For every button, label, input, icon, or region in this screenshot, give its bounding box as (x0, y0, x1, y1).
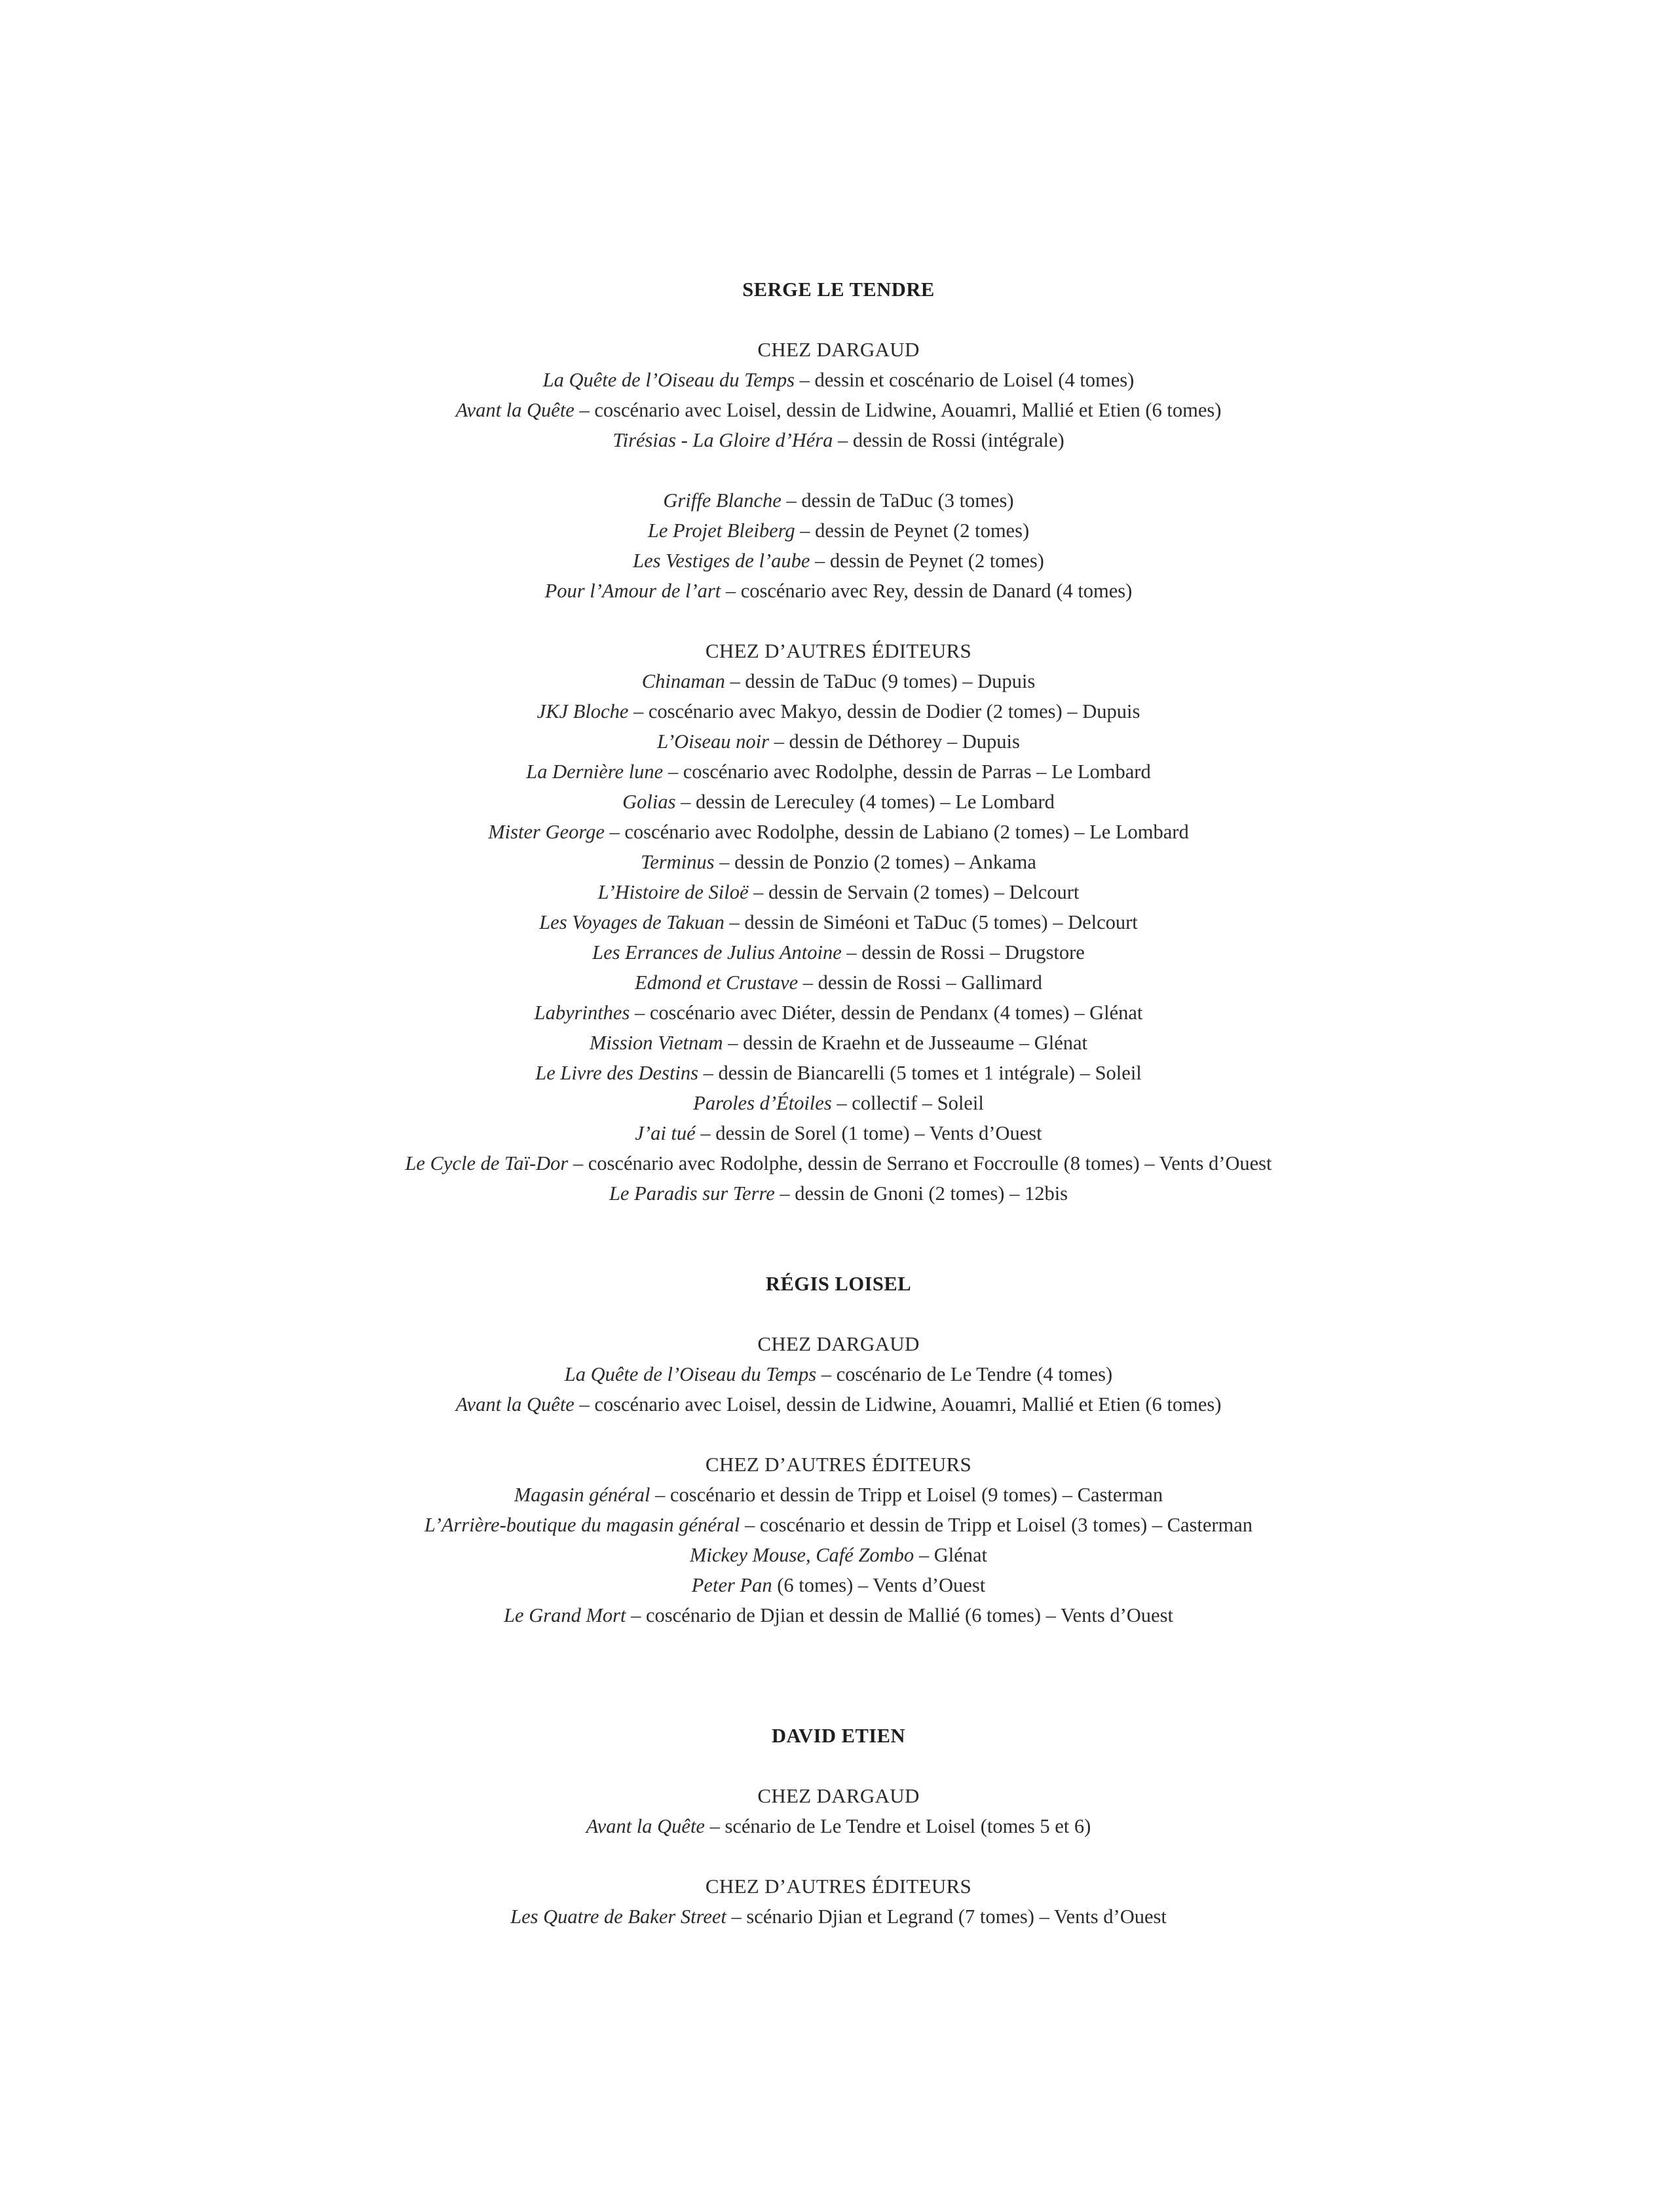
book-details: – dessin de Rossi – Gallimard (798, 971, 1042, 994)
book-details: – dessin et coscénario de Loisel (4 tomes) (794, 369, 1135, 391)
bibliography-entry (0, 576, 1677, 606)
bibliography-entry (0, 1540, 1677, 1570)
bibliography-entry (0, 1148, 1677, 1178)
book-details: – coscénario avec Loisel, dessin de Lidwine, Aouamri, Mallié et Etien (6 tomes) (574, 399, 1222, 421)
book-title: Le Cycle de Taï-Dor (405, 1152, 569, 1174)
bibliography-entry (0, 485, 1677, 516)
publisher-heading: CHEZ D’AUTRES ÉDITEURS (705, 1453, 972, 1476)
book-details: – coscénario avec Rey, dessin de Danard (4 tomes) (721, 580, 1133, 602)
book-details: – dessin de Gnoni (2 tomes) – 12bis (774, 1182, 1068, 1205)
book-title: Pour l’Amour de l’art (544, 580, 721, 602)
author-heading: SERGE LE TENDRE (742, 278, 935, 301)
book-details: – dessin de Biancarelli (5 tomes et 1 intégrale) – Soleil (698, 1062, 1142, 1084)
bibliography-entry (0, 666, 1677, 696)
bibliography-entry (0, 1600, 1677, 1630)
book-title: Terminus (641, 851, 715, 873)
book-title: L’Oiseau noir (657, 730, 769, 753)
book-details: – dessin de Ponzio (2 tomes) – Ankama (714, 851, 1036, 873)
bibliography-entry (0, 425, 1677, 455)
book-title: Le Grand Mort (504, 1604, 626, 1626)
bibliography-entry (0, 516, 1677, 546)
book-details: – coscénario et dessin de Tripp et Loisel (9 tomes) – Casterman (650, 1484, 1163, 1506)
book-details: – collectif – Soleil (831, 1092, 984, 1114)
book-title: J’ai tué (635, 1122, 696, 1144)
book-title: La Quête de l’Oiseau du Temps (542, 369, 795, 391)
book-title: Les Voyages de Takuan (539, 911, 725, 933)
bibliography-entry (0, 1902, 1677, 1932)
book-details: – dessin de Lereculey (4 tomes) – Le Lombard (675, 791, 1055, 813)
bibliography-entry (0, 1570, 1677, 1600)
bibliography-entry (0, 395, 1677, 425)
book-title: Le Livre des Destins (535, 1062, 699, 1084)
bibliography-entry (0, 1118, 1677, 1148)
book-title: Le Paradis sur Terre (609, 1182, 775, 1205)
book-details: – coscénario avec Rodolphe, dessin de Serrano et Foccroulle (8 tomes) – Vents d’Ouest (568, 1152, 1272, 1174)
book-details: – dessin de Servain (2 tomes) – Delcourt (748, 881, 1080, 903)
book-details: – dessin de Peynet (2 tomes) (795, 519, 1030, 542)
bibliography-entry (0, 907, 1677, 937)
book-title: Avant la Quête (455, 399, 575, 421)
bibliography-entry (0, 1811, 1677, 1841)
bibliography-entry (0, 998, 1677, 1028)
book-title: La Quête de l’Oiseau du Temps (564, 1363, 817, 1385)
book-title: Golias (622, 791, 676, 813)
bibliography-entry (0, 546, 1677, 576)
publisher-heading: CHEZ D’AUTRES ÉDITEURS (705, 1875, 972, 1898)
book-details: – coscénario de Le Tendre (4 tomes) (816, 1363, 1113, 1385)
bibliography-entry (0, 817, 1677, 847)
book-title: Paroles d’Étoiles (693, 1092, 832, 1114)
publisher-heading: CHEZ DARGAUD (757, 338, 920, 361)
author-heading: RÉGIS LOISEL (765, 1273, 912, 1295)
bibliography-entry (0, 1028, 1677, 1058)
book-title: Le Projet Bleiberg (647, 519, 795, 542)
book-details: – coscénario avec Rodolphe, dessin de Parras – Le Lombard (663, 760, 1151, 783)
book-title: L’Histoire de Siloë (597, 881, 749, 903)
book-title: Les Vestiges de l’aube (633, 550, 810, 572)
book-title: Avant la Quête (586, 1815, 705, 1837)
book-details: – dessin de Sorel (1 tome) – Vents d’Ouest (695, 1122, 1042, 1144)
book-title: Magasin général (514, 1484, 650, 1506)
bibliography-entry (0, 1389, 1677, 1419)
book-title: Mickey Mouse, Café Zombo (690, 1544, 914, 1566)
bibliography-entry (0, 967, 1677, 998)
book-details: – dessin de TaDuc (3 tomes) (781, 489, 1014, 512)
book-details: – Glénat (914, 1544, 987, 1566)
book-title: JKJ Bloche (537, 700, 629, 722)
book-details: – coscénario avec Loisel, dessin de Lidwine, Aouamri, Mallié et Etien (6 tomes) (574, 1393, 1222, 1415)
bibliography-entry (0, 937, 1677, 967)
book-title: Tirésias - La Gloire d’Héra (612, 429, 833, 451)
book-title: Avant la Quête (455, 1393, 575, 1415)
book-details: – coscénario de Djian et dessin de Mallié (6 tomes) – Vents d’Ouest (626, 1604, 1173, 1626)
book-title: Les Quatre de Baker Street (510, 1905, 726, 1928)
book-title: Chinaman (641, 670, 725, 692)
bibliography-entry (0, 847, 1677, 877)
book-title: Edmond et Crustave (635, 971, 799, 994)
book-details: – dessin de Peynet (2 tomes) (810, 550, 1044, 572)
bibliography-entry (0, 726, 1677, 757)
book-details: – coscénario avec Makyo, dessin de Dodier (2 tomes) – Dupuis (628, 700, 1140, 722)
book-details: – dessin de Déthorey – Dupuis (768, 730, 1020, 753)
book-details: – dessin de Siméoni et TaDuc (5 tomes) – Delcourt (724, 911, 1138, 933)
bibliography-entry (0, 1510, 1677, 1540)
book-title: Mister George (488, 821, 605, 843)
book-title: Peter Pan (691, 1574, 772, 1596)
bibliography-entry (0, 365, 1677, 395)
book-title: Labyrinthes (534, 1002, 630, 1024)
book-details: – coscénario avec Rodolphe, dessin de Labiano (2 tomes) – Le Lombard (604, 821, 1189, 843)
bibliography-entry (0, 1359, 1677, 1389)
bibliography-entry (0, 787, 1677, 817)
bibliography-entry (0, 696, 1677, 726)
publisher-heading: CHEZ DARGAUD (757, 1332, 920, 1355)
bibliography-entry (0, 1088, 1677, 1118)
bibliography-entry (0, 757, 1677, 787)
bibliography-entry (0, 877, 1677, 907)
author-heading: DAVID ETIEN (771, 1725, 906, 1747)
book-details: – scénario de Le Tendre et Loisel (tomes 5 et 6) (704, 1815, 1091, 1837)
book-details: – dessin de Kraehn et de Jusseaume – Glénat (723, 1032, 1088, 1054)
book-details: – scénario Djian et Legrand (7 tomes) – Vents d’Ouest (726, 1905, 1167, 1928)
book-title: L’Arrière-boutique du magasin général (424, 1514, 740, 1536)
bibliography-entry (0, 1480, 1677, 1510)
book-details: – coscénario et dessin de Tripp et Loisel (3 tomes) – Casterman (740, 1514, 1253, 1536)
book-title: Griffe Blanche (663, 489, 782, 512)
book-title: La Dernière lune (526, 760, 664, 783)
book-details: (6 tomes) – Vents d’Ouest (772, 1574, 986, 1596)
book-details: – dessin de Rossi – Drugstore (841, 941, 1085, 964)
publisher-heading: CHEZ DARGAUD (757, 1784, 920, 1807)
publisher-heading: CHEZ D’AUTRES ÉDITEURS (705, 639, 972, 662)
bibliography-entry (0, 1058, 1677, 1088)
bibliography-entry (0, 1178, 1677, 1209)
book-details: – dessin de Rossi (intégrale) (833, 429, 1065, 451)
book-title: Les Errances de Julius Antoine (592, 941, 842, 964)
book-details: – dessin de TaDuc (9 tomes) – Dupuis (725, 670, 1036, 692)
book-title: Mission Vietnam (589, 1032, 723, 1054)
book-details: – coscénario avec Diéter, dessin de Pendanx (4 tomes) – Glénat (630, 1002, 1143, 1024)
